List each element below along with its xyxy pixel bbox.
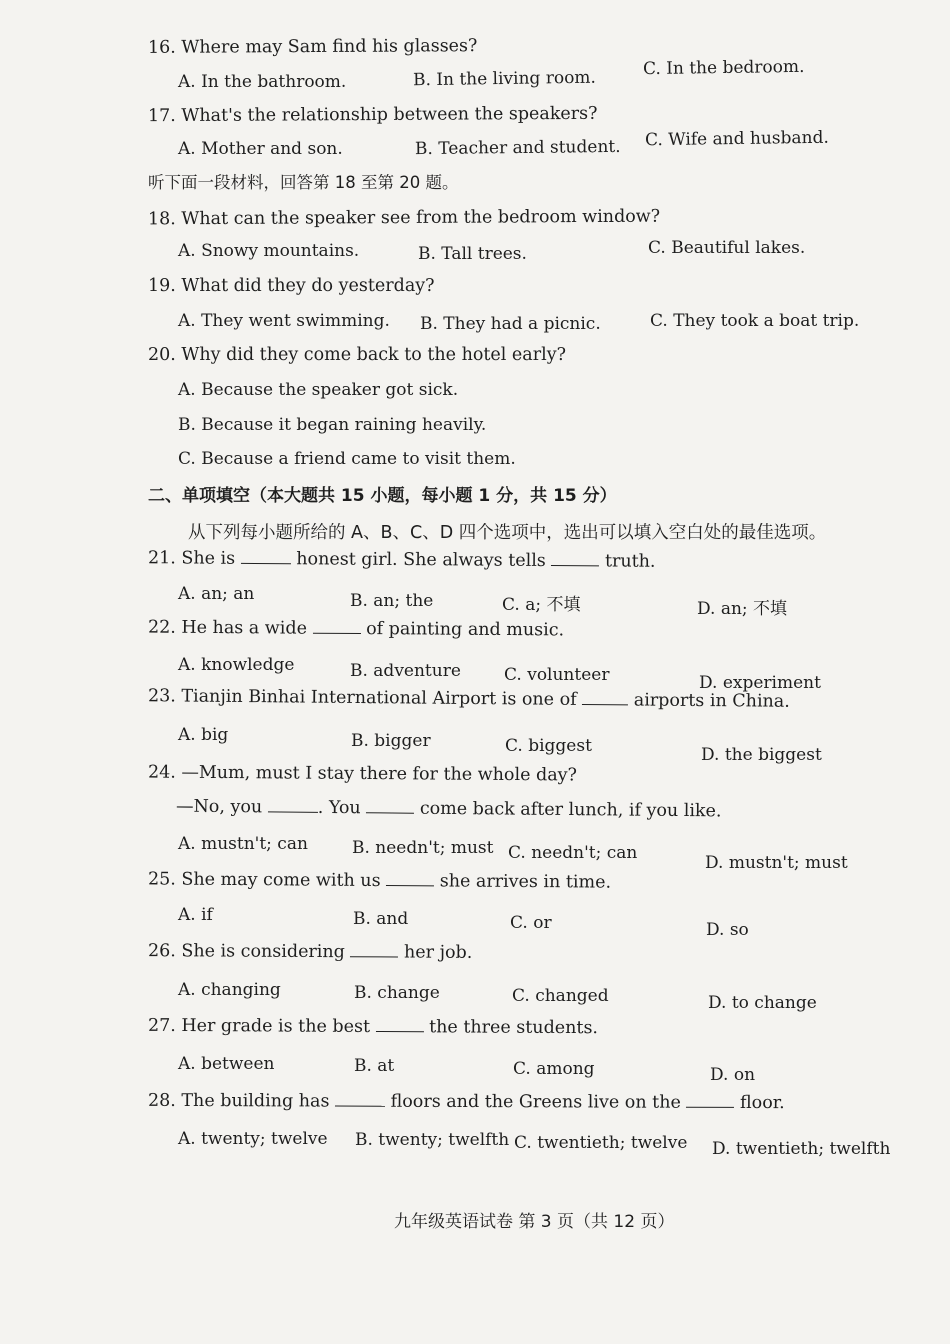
listening-instruction: 听下面一段材料，回答第 18 至第 20 题。 xyxy=(148,173,459,192)
question-22-stem xyxy=(148,618,564,641)
question-16-stem: 16. Where may Sam find his glasses? xyxy=(147,36,478,58)
question-28-option-c: C. twentieth; twelve xyxy=(514,1133,688,1153)
question-26-blank xyxy=(350,942,398,957)
question-23-part-1: 23. Tianjin Binhai International Airport is one of xyxy=(147,686,577,710)
question-28-stem xyxy=(148,1091,785,1113)
question-19-stem: 19. What did they do yesterday? xyxy=(148,276,435,296)
question-20-option-c: C. Because a friend came to visit them. xyxy=(178,449,516,469)
question-24-blank-1 xyxy=(268,797,318,812)
question-21-option-a: A. an; an xyxy=(178,584,255,604)
question-21-part-2: honest girl. She always tells xyxy=(296,549,546,572)
question-22-option-d: D. experiment xyxy=(699,673,821,693)
section-2-title: 二、单项填空（本大题共 15 小题，每小题 1 分，共 15 分） xyxy=(148,486,617,506)
question-28-blank-2 xyxy=(686,1093,734,1108)
question-21-blank-2 xyxy=(551,551,599,566)
question-24-response xyxy=(176,797,722,822)
question-23-option-d: D. the biggest xyxy=(701,745,822,765)
question-18-option-c: C. Beautiful lakes. xyxy=(648,238,806,258)
question-21-part-3: truth. xyxy=(604,551,656,572)
question-19-option-c: C. They took a boat trip. xyxy=(650,311,860,331)
question-27-option-a: A. between xyxy=(178,1054,275,1074)
question-20-option-a: A. Because the speaker got sick. xyxy=(178,380,459,400)
question-21-option-c: C. a; 不填 xyxy=(502,595,581,615)
question-21-option-b: B. an; the xyxy=(350,591,434,611)
question-19-option-a: A. They went swimming. xyxy=(178,311,390,331)
question-22-part-2: of painting and music. xyxy=(366,619,565,641)
question-22-blank xyxy=(312,619,360,634)
question-23-option-c: C. biggest xyxy=(505,736,592,756)
question-21-option-d: D. an; 不填 xyxy=(697,599,788,619)
question-18-option-b: B. Tall trees. xyxy=(418,244,527,264)
question-27-blank xyxy=(376,1017,424,1032)
question-25-option-b: B. and xyxy=(353,909,409,929)
question-24-blank-2 xyxy=(366,798,414,813)
question-27-option-d: D. on xyxy=(710,1065,756,1085)
question-24-part-1: —No, you xyxy=(175,796,263,818)
question-26-option-a: A. changing xyxy=(178,980,281,1000)
question-27-option-c: C. among xyxy=(513,1059,595,1079)
question-18-option-a: A. Snowy mountains. xyxy=(178,241,360,261)
question-23-part-2: airports in China. xyxy=(633,690,790,712)
question-28-part-1: 28. The building has xyxy=(147,1090,330,1112)
question-23-option-a: A. big xyxy=(178,725,229,745)
question-17-stem: 17. What's the relationship between the speakers? xyxy=(147,103,598,127)
question-20-stem: 20. Why did they come back to the hotel early? xyxy=(148,345,566,365)
question-24-option-d: D. mustn't; must xyxy=(705,853,848,873)
question-28-option-a: A. twenty; twelve xyxy=(178,1129,328,1149)
question-28-part-2: floors and the Greens live on the xyxy=(390,1091,681,1113)
question-21-blank-1 xyxy=(241,549,291,564)
question-27-stem xyxy=(148,1016,598,1038)
question-25-option-d: D. so xyxy=(706,920,749,940)
question-20-option-b: B. Because it began raining heavily. xyxy=(178,415,487,435)
question-25-option-a: A. if xyxy=(178,905,213,925)
question-17-option-c: C. Wife and husband. xyxy=(644,127,829,151)
question-23-option-b: B. bigger xyxy=(351,731,431,751)
question-25-stem xyxy=(148,869,611,892)
question-25-option-c: C. or xyxy=(510,913,552,933)
question-27-part-1: 27. Her grade is the best xyxy=(147,1015,371,1037)
question-26-part-1: 26. She is considering xyxy=(147,941,345,963)
question-27-part-2: the three students. xyxy=(429,1017,599,1039)
question-23-stem xyxy=(148,686,790,712)
question-28-option-d: D. twentieth; twelfth xyxy=(712,1139,891,1159)
question-17-option-a: A. Mother and son. xyxy=(178,139,343,159)
question-21-stem xyxy=(148,548,656,572)
question-16-option-b: B. In the living room. xyxy=(412,67,597,91)
question-25-part-2: she arrives in time. xyxy=(439,871,612,893)
question-21-part-1: 21. She is xyxy=(147,548,236,569)
question-23-blank xyxy=(582,690,628,705)
question-24-option-a: A. mustn't; can xyxy=(178,834,308,854)
question-28-option-b: B. twenty; twelfth xyxy=(355,1130,510,1150)
page-footer: 九年级英语试卷 第 3 页（共 12 页） xyxy=(394,1212,675,1232)
question-25-blank xyxy=(386,871,434,886)
question-26-option-c: C. changed xyxy=(512,986,609,1006)
question-19-option-b: B. They had a picnic. xyxy=(420,314,601,334)
question-27-option-b: B. at xyxy=(354,1056,395,1076)
question-22-option-b: B. adventure xyxy=(350,661,461,681)
question-28-part-3: floor. xyxy=(739,1092,785,1114)
question-24-option-c: C. needn't; can xyxy=(508,843,638,863)
question-24-part-2: . You xyxy=(317,797,361,819)
question-28-blank-1 xyxy=(335,1092,385,1107)
question-24-part-3: come back after lunch, if you like. xyxy=(419,798,722,822)
section-2-instruction: 从下列每小题所给的 A、B、C、D 四个选项中，选出可以填入空白处的最佳选项。 xyxy=(188,523,827,543)
question-16-option-a: A. In the bathroom. xyxy=(178,72,347,92)
question-26-part-2: her job. xyxy=(404,942,473,963)
question-18-stem: 18. What can the speaker see from the bedroom window? xyxy=(147,206,661,230)
question-26-option-d: D. to change xyxy=(708,993,817,1013)
question-26-stem xyxy=(148,941,472,963)
question-17-option-b: B. Teacher and student. xyxy=(414,136,621,160)
question-24-option-b: B. needn't; must xyxy=(352,838,494,858)
question-24-stem: 24. —Mum, must I stay there for the whole day? xyxy=(147,762,578,786)
question-26-option-b: B. change xyxy=(354,983,440,1003)
question-16-option-c: C. In the bedroom. xyxy=(642,56,805,80)
question-22-option-a: A. knowledge xyxy=(178,655,295,675)
question-25-part-1: 25. She may come with us xyxy=(147,869,381,892)
question-22-option-c: C. volunteer xyxy=(504,665,610,685)
question-22-part-1: 22. He has a wide xyxy=(147,617,308,639)
